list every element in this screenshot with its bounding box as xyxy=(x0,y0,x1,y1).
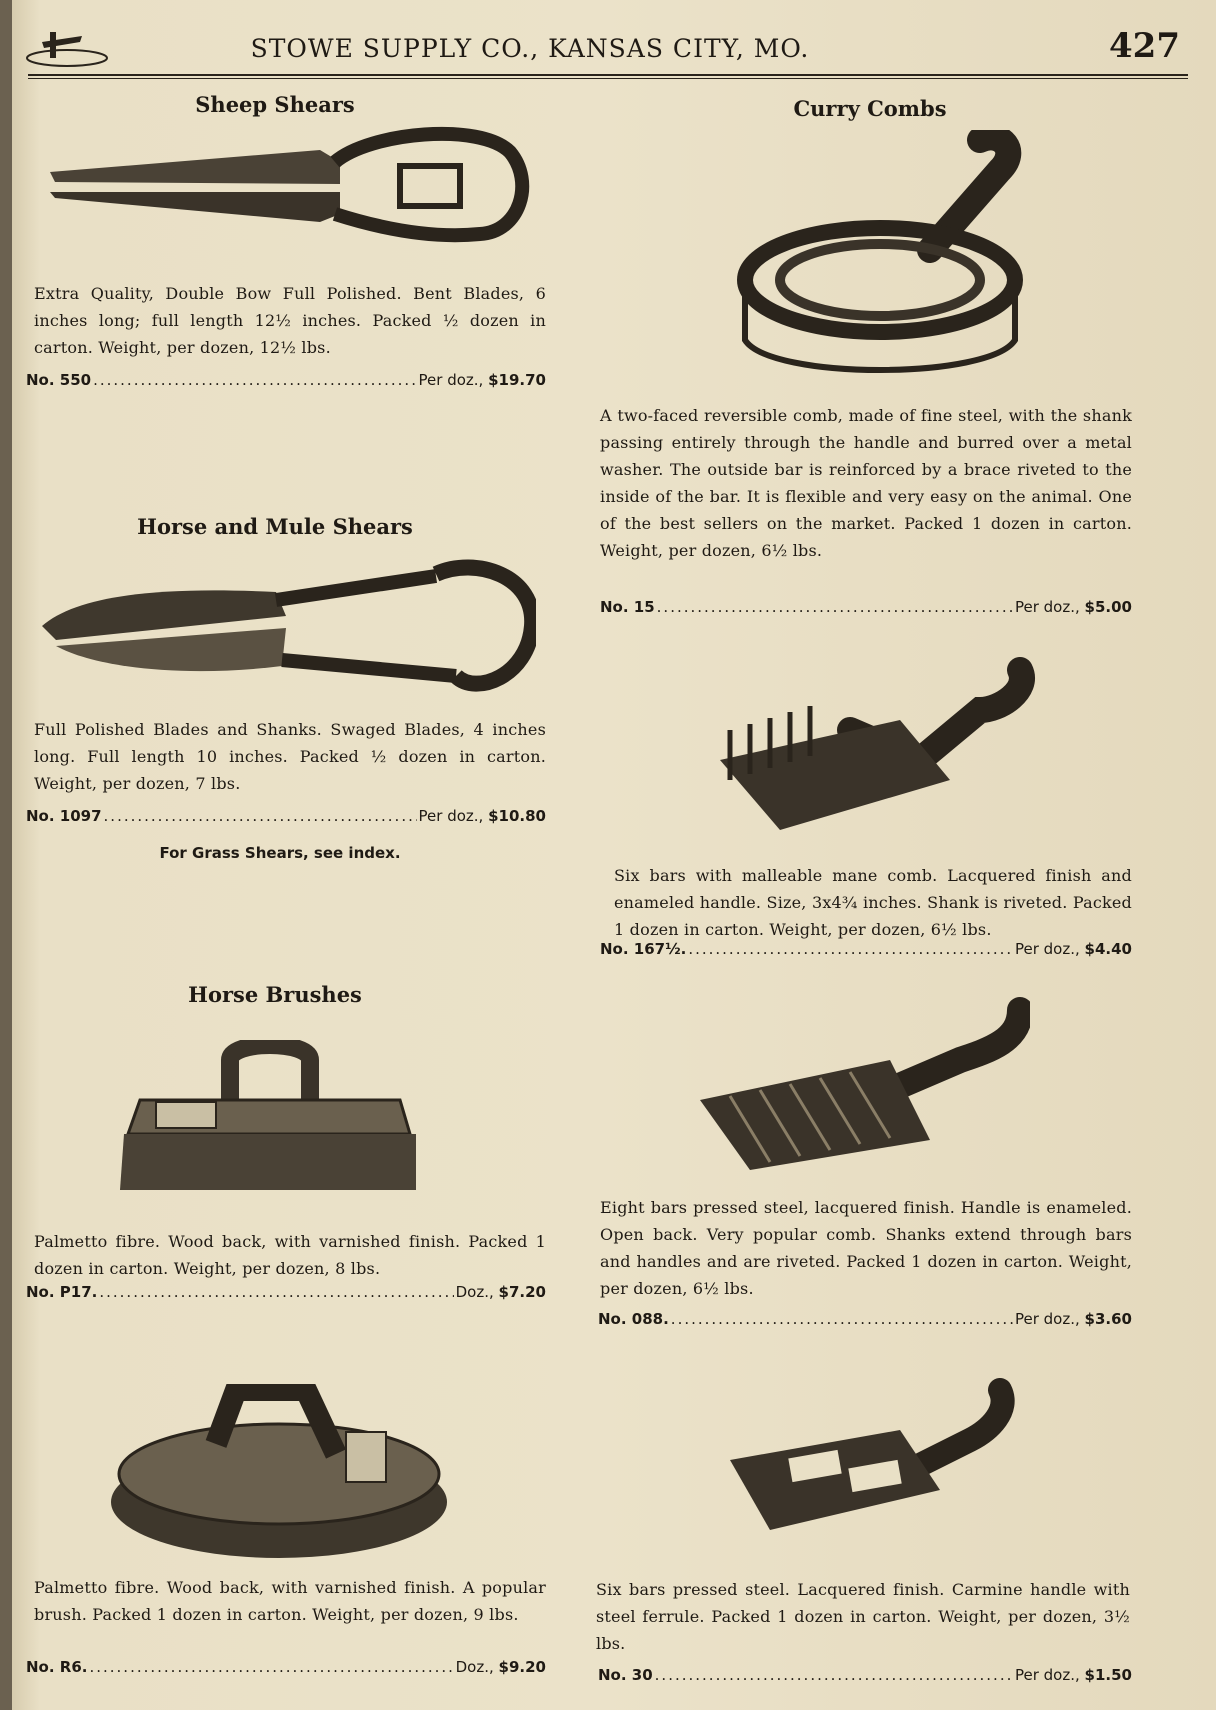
horse-brush-p17-description: Palmetto fibre. Wood back, with varnished finish. Packed 1 dozen in carton. Weight, per dozen, 8 lbs. xyxy=(34,1232,546,1278)
item-price: Per doz., $10.80 xyxy=(418,807,546,825)
item-number: No. 167½. xyxy=(600,940,687,958)
leader-dots xyxy=(671,1310,1013,1328)
horse-mule-shears-price-line xyxy=(26,807,546,825)
horse-brush-r6-description: Palmetto fibre. Wood back, with varnished finish. A popular brush. Packed 1 dozen in carton. Weight, per dozen, 9 lbs. xyxy=(34,1578,546,1624)
curry-comb-30-description: Six bars pressed steel. Lacquered finish. Carmine handle with steel ferrule. Packed 1 dozen in carton. Weight, per dozen, 3½ lbs. xyxy=(596,1580,1130,1653)
sheep-shears-heading: Sheep Shears xyxy=(195,92,355,117)
horse-brush-r6-price-line xyxy=(26,1658,546,1676)
leader-dots xyxy=(104,807,417,825)
item-number: No. 30 xyxy=(598,1666,653,1684)
item-number: No. 550 xyxy=(26,371,92,389)
header-rule xyxy=(28,74,1188,76)
horse-mule-shears-description: Full Polished Blades and Shanks. Swaged Blades, 4 inches long. Full length 10 inches. Packed ½ dozen in carton. Weight, per dozen, 7 lbs. xyxy=(34,720,546,793)
leader-dots xyxy=(657,598,1013,616)
horse-brush-p17-price-line xyxy=(26,1283,546,1301)
grass-shears-note: For Grass Shears, see index. xyxy=(159,844,401,862)
horse-mule-shears-heading: Horse and Mule Shears xyxy=(137,514,413,539)
leader-dots xyxy=(655,1666,1013,1684)
horse-brush-p17-illustration xyxy=(120,1040,420,1190)
item-price: Per doz., $5.00 xyxy=(1014,598,1132,616)
item-price: Per doz., $4.40 xyxy=(1014,940,1132,958)
leader-dots xyxy=(89,1658,453,1676)
curry-combs-heading: Curry Combs xyxy=(793,96,947,121)
leader-dots xyxy=(93,371,416,389)
horse-brush-r6-illustration xyxy=(106,1384,452,1564)
header-rule-thin xyxy=(28,78,1188,79)
item-price: Doz., $9.20 xyxy=(455,1658,546,1676)
item-price: Doz., $7.20 xyxy=(455,1283,546,1301)
horse-mule-shears-illustration xyxy=(36,556,536,706)
curry-comb-167-illustration xyxy=(700,650,1040,850)
curry-comb-15-illustration xyxy=(730,130,1050,390)
curry-comb-15-price-line xyxy=(600,598,1132,616)
curry-comb-088-price-line xyxy=(598,1310,1132,1328)
page-binding-edge xyxy=(0,0,12,1710)
leader-dots xyxy=(688,940,1013,958)
leader-dots xyxy=(99,1283,453,1301)
item-number: No. P17. xyxy=(26,1283,98,1301)
curry-comb-30-price-line xyxy=(598,1666,1132,1684)
item-number: No. 088. xyxy=(598,1310,669,1328)
running-head: STOWE SUPPLY CO., KANSAS CITY, MO. xyxy=(250,34,810,63)
item-number: No. R6. xyxy=(26,1658,88,1676)
curry-comb-167-price-line xyxy=(600,940,1132,958)
item-number: No. 15 xyxy=(600,598,655,616)
sheep-shears-illustration xyxy=(40,122,530,252)
item-number: No. 1097 xyxy=(26,807,102,825)
sheep-shears-description: Extra Quality, Double Bow Full Polished. Bent Blades, 6 inches long; full length 12½ inches. Packed ½ dozen in carton. Weight, per dozen, 12½ lbs. xyxy=(34,284,546,357)
item-price: Per doz., $1.50 xyxy=(1014,1666,1132,1684)
page-number: 427 xyxy=(1109,26,1180,66)
curry-comb-167-description: Six bars with malleable mane comb. Lacquered finish and enameled handle. Size, 3x4¾ inches. Shank is riveted. Packed 1 dozen in carton. Weight, per dozen, 6½ lbs. xyxy=(614,866,1132,939)
curry-comb-30-illustration xyxy=(720,1370,1020,1540)
sheep-shears-price-line xyxy=(26,371,546,389)
item-price: Per doz., $3.60 xyxy=(1014,1310,1132,1328)
curry-comb-088-description: Eight bars pressed steel, lacquered finish. Handle is enameled. Open back. Very popular comb. Shanks extend through bars and handles and are riveted. Packed 1 dozen in carton. Weight, per dozen, 6½ lbs. xyxy=(600,1198,1132,1298)
horse-brushes-heading: Horse Brushes xyxy=(188,982,362,1007)
curry-comb-15-description: A two-faced reversible comb, made of fine steel, with the shank passing entirely through the handle and burred over a metal washer. The outside bar is reinforced by a brace riveted to the inside of the bar. It is flexible and very easy on the animal. One of the best sellers on the market. Packed 1 dozen in carton. Weight, per dozen, 6½ lbs. xyxy=(600,406,1132,560)
curry-comb-088-illustration xyxy=(690,990,1030,1180)
item-price: Per doz., $19.70 xyxy=(418,371,546,389)
